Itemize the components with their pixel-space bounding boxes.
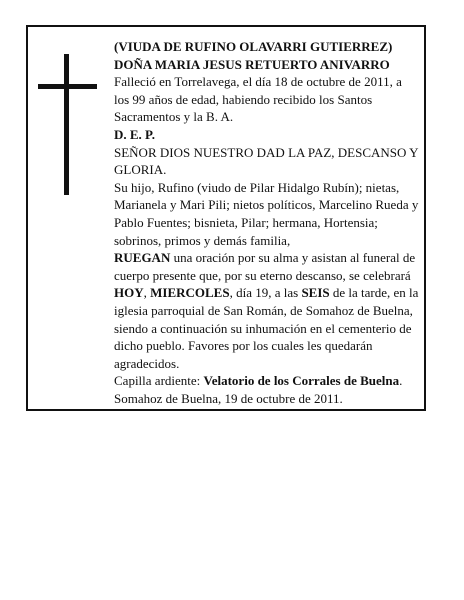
request-sep: , — [143, 285, 151, 301]
hoy-word: HOY — [114, 285, 144, 301]
ruegan-word: RUEGAN — [114, 250, 171, 266]
funeral-request — [114, 249, 420, 372]
seis-word: SEIS — [301, 285, 330, 301]
prayer-line: SEÑOR DIOS NUESTRO DAD LA PAZ, DESCANSO Y GLORIA. — [114, 144, 419, 178]
chapel-line — [114, 372, 420, 390]
request-text-2: , día 19, a las — [229, 285, 302, 301]
request-text-3: de la tarde, en la iglesia parroquial de San Román, de Somahoz de Buelna, siendo a continuación su inhumación en el cementerio de dicho pueblo. Favores por los cuales les quedarán agradecidos. — [114, 285, 419, 371]
widow-line: (VIUDA DE RUFINO OLAVARRI GUTIERREZ) — [114, 39, 393, 54]
obituary-text — [114, 38, 420, 407]
place-date: Somahoz de Buelna, 19 de octubre de 2011. — [114, 390, 343, 406]
chapel-place: Velatorio de los Corrales de Buelna — [203, 373, 400, 389]
cross-icon-crossbar — [38, 84, 97, 89]
miercoles-word: MIERCOLES — [150, 285, 230, 301]
death-details: Falleció en Torrelavega, el día 18 de octubre de 2011, a los 99 años de edad, habiendo recibido los Santos Sacramentos y la B. A. — [114, 74, 402, 125]
dep-line: D. E. P. — [114, 126, 156, 142]
cross-icon — [64, 54, 69, 195]
chapel-label: Capilla ardiente: — [114, 373, 204, 389]
chapel-period: . — [399, 373, 403, 389]
request-text-1: una oración por su alma y asistan al funeral de cuerpo presente que, por su eterno descanso, se celebrará — [114, 250, 416, 283]
family-list: Su hijo, Rufino (viudo de Pilar Hidalgo Rubín); nietas, Marianela y Mari Pili; nietos políticos, Marcelino Rueda y Pablo Fuentes; bisnieta, Pilar; hermana, Hortensia; sobrinos, primos y demás familia, — [114, 179, 419, 248]
deceased-name: DOÑA MARIA JESUS RETUERTO ANIVARRO — [114, 56, 390, 72]
